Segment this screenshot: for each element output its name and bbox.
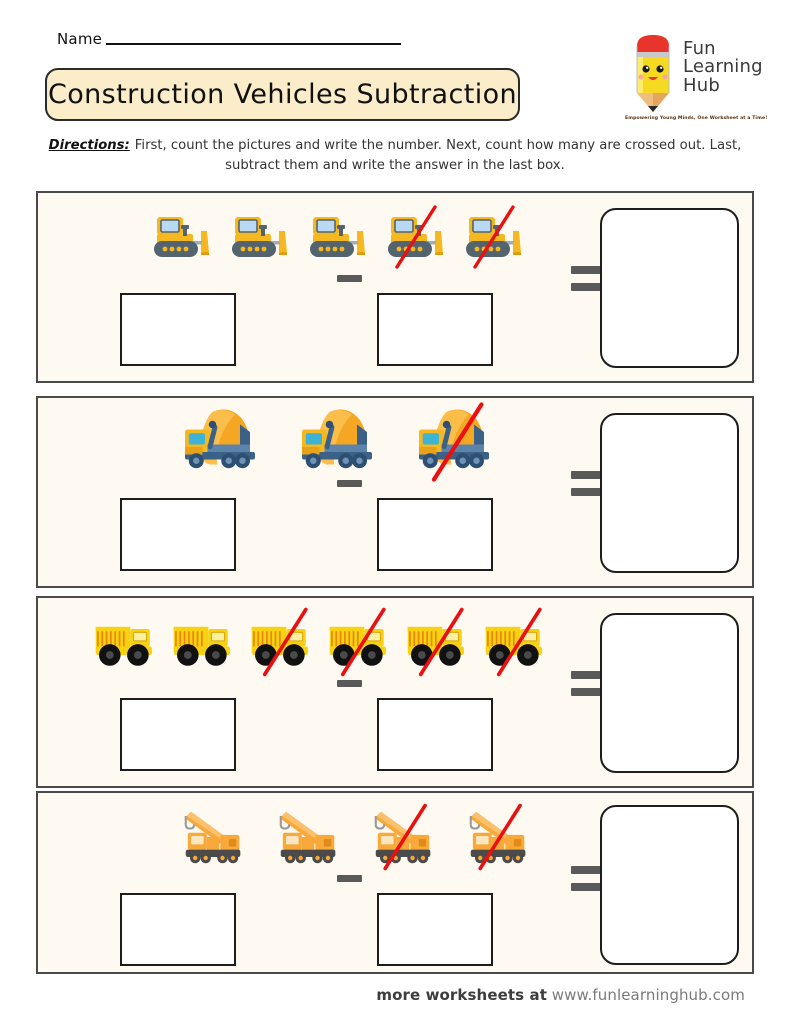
dump-truck-icon bbox=[477, 603, 555, 681]
crossed-out-count-box[interactable] bbox=[377, 698, 493, 771]
brand-logo bbox=[625, 32, 767, 128]
crossed-out-count-box[interactable] bbox=[377, 498, 493, 571]
logo-line-2: Learning bbox=[683, 56, 763, 78]
answer-box[interactable] bbox=[600, 208, 739, 368]
total-count-box[interactable] bbox=[120, 893, 236, 966]
directions-label: Directions: bbox=[48, 138, 130, 153]
vehicle-icon-strip bbox=[38, 801, 598, 873]
equals-operator bbox=[571, 266, 602, 295]
minus-operator bbox=[337, 680, 362, 687]
bulldozer-icon bbox=[299, 201, 371, 273]
bulldozer-icon bbox=[455, 201, 527, 273]
footer-label: more worksheets at bbox=[376, 986, 547, 1004]
crossed-out-count-box[interactable] bbox=[377, 893, 493, 966]
problem-row bbox=[36, 396, 754, 588]
vehicle-icon-strip bbox=[38, 606, 598, 678]
answer-box[interactable] bbox=[600, 413, 739, 573]
cement-mixer-truck-icon bbox=[175, 397, 265, 487]
equals-operator bbox=[571, 471, 602, 500]
total-count-box[interactable] bbox=[120, 498, 236, 571]
logo-wordmark bbox=[683, 40, 763, 95]
directions-text: First, count the pictures and write the number. Next, count how many are crossed out. Last, subtract them and write the answer in the last box. bbox=[134, 138, 742, 174]
name-label: Name bbox=[57, 30, 103, 48]
logo-line-1: Fun bbox=[683, 38, 716, 59]
answer-box[interactable] bbox=[600, 613, 739, 773]
equals-operator bbox=[571, 671, 602, 700]
equals-operator bbox=[571, 866, 602, 895]
name-field[interactable] bbox=[57, 30, 401, 48]
minus-operator bbox=[337, 275, 362, 282]
answer-box[interactable] bbox=[600, 805, 739, 965]
crane-truck-icon bbox=[459, 799, 535, 875]
problem-row bbox=[36, 791, 754, 974]
bulldozer-icon bbox=[143, 201, 215, 273]
footer-url[interactable]: www.funlearninghub.com bbox=[551, 986, 745, 1004]
directions bbox=[45, 136, 745, 177]
problem-row bbox=[36, 191, 754, 383]
total-count-box[interactable] bbox=[120, 293, 236, 366]
problem-row bbox=[36, 596, 754, 788]
cement-mixer-truck-icon bbox=[292, 397, 382, 487]
cement-mixer-truck-icon bbox=[409, 397, 499, 487]
dump-truck-icon bbox=[243, 603, 321, 681]
minus-operator bbox=[337, 875, 362, 882]
crane-truck-icon bbox=[269, 799, 345, 875]
total-count-box[interactable] bbox=[120, 698, 236, 771]
crossed-out-count-box[interactable] bbox=[377, 293, 493, 366]
dump-truck-icon bbox=[321, 603, 399, 681]
logo-line-3: Hub bbox=[683, 74, 720, 96]
crane-truck-icon bbox=[364, 799, 440, 875]
bulldozer-icon bbox=[221, 201, 293, 273]
minus-operator bbox=[337, 480, 362, 487]
crane-truck-icon bbox=[174, 799, 250, 875]
vehicle-icon-strip bbox=[38, 201, 598, 273]
bulldozer-icon bbox=[377, 201, 449, 273]
name-write-line[interactable] bbox=[106, 43, 401, 45]
page-title: Construction Vehicles Subtraction bbox=[47, 79, 518, 110]
dump-truck-icon bbox=[399, 603, 477, 681]
dump-truck-icon bbox=[87, 603, 165, 681]
vehicle-icon-strip bbox=[38, 406, 598, 478]
footer bbox=[0, 986, 791, 1004]
logo-tagline: Empowering Young Minds, One Worksheet at a Time! bbox=[625, 116, 768, 121]
pencil-mascot-icon bbox=[627, 32, 679, 118]
dump-truck-icon bbox=[165, 603, 243, 681]
worksheet-title-banner bbox=[45, 68, 520, 121]
